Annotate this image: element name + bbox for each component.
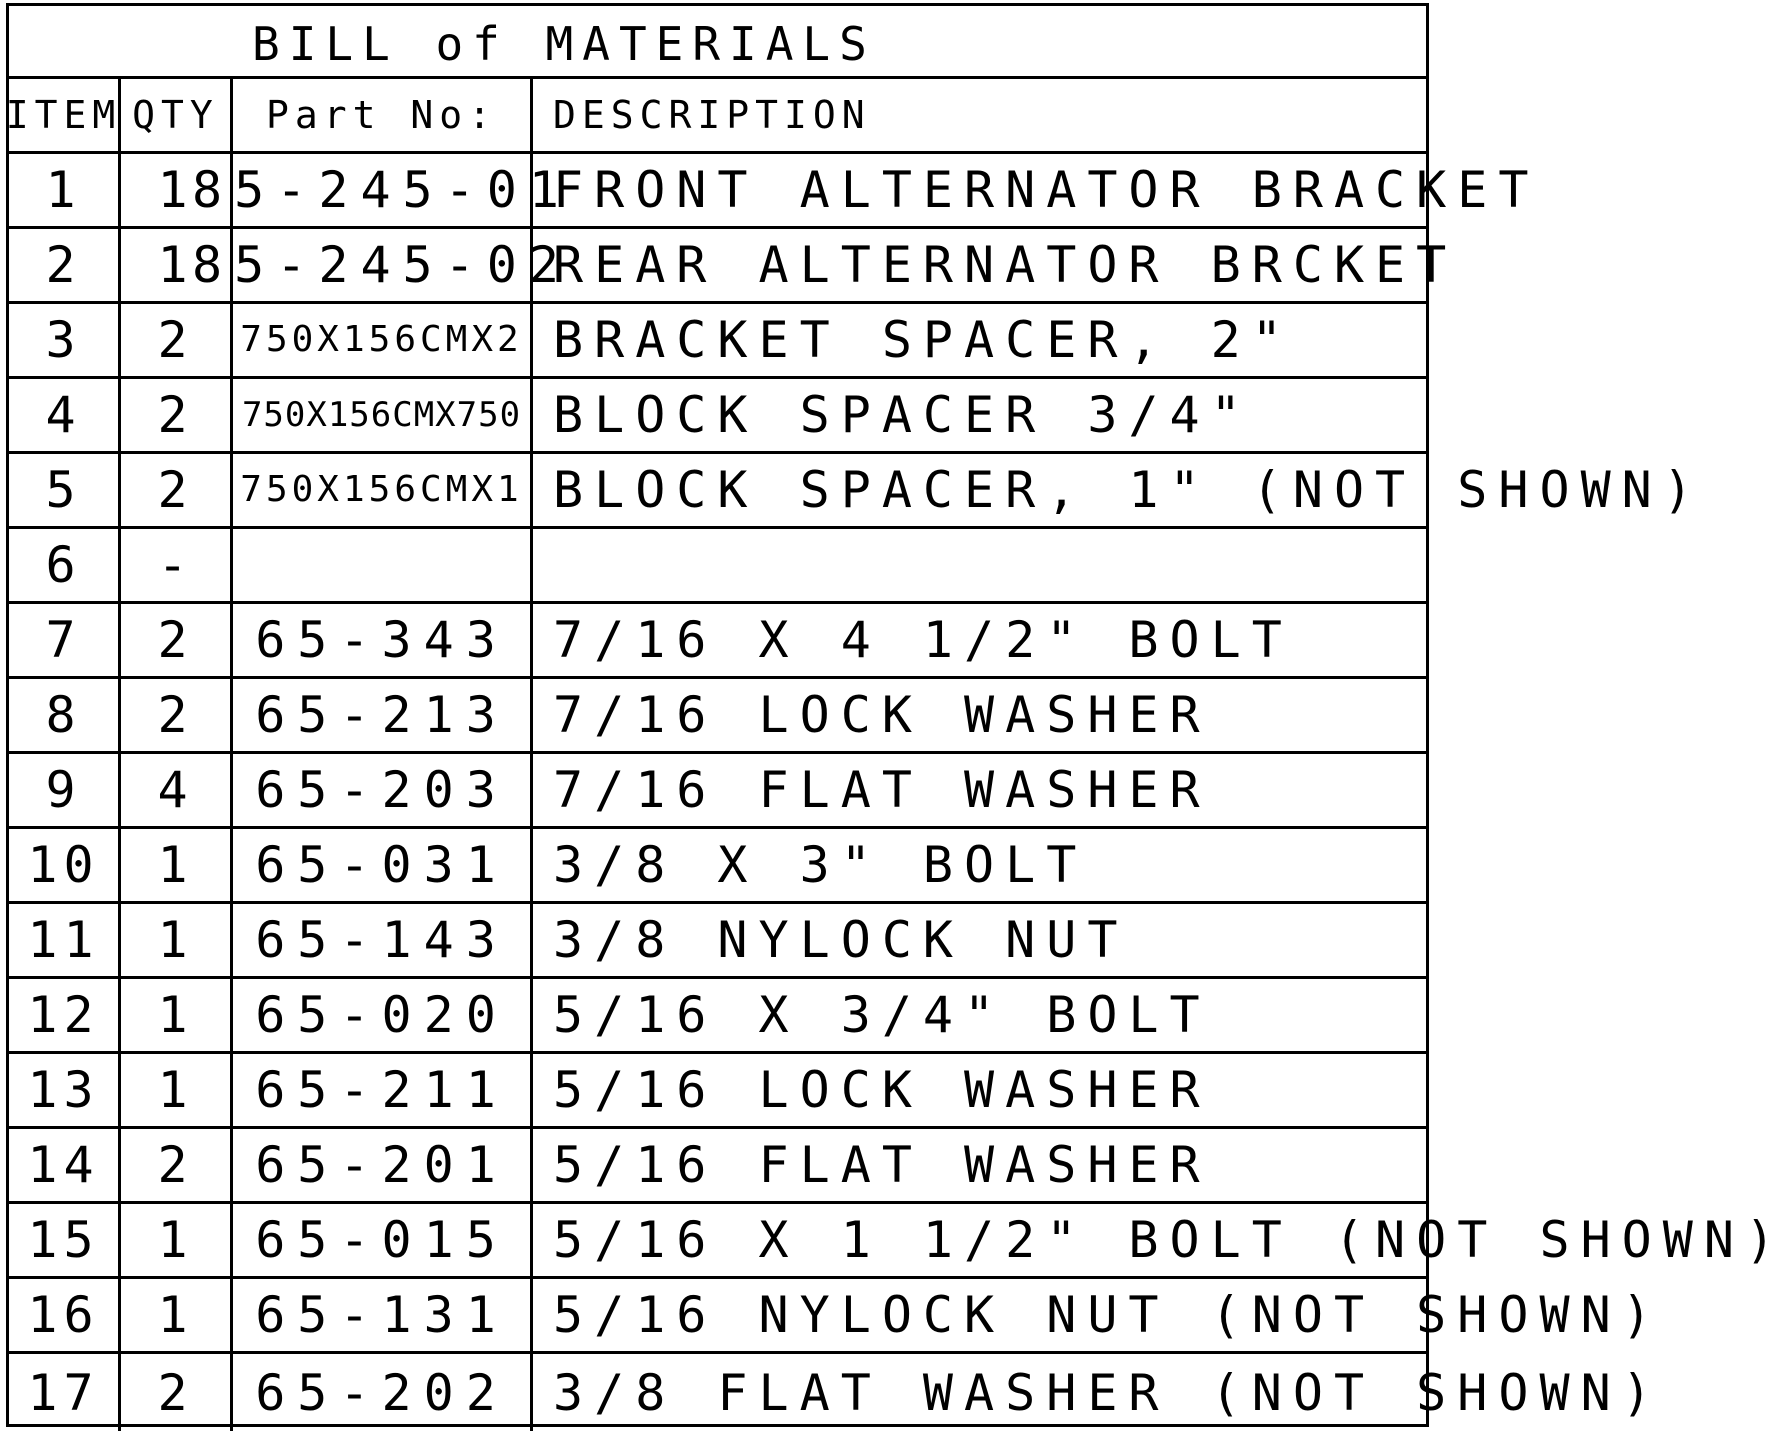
cell-description: 3/8 FLAT WASHER (NOT SHOWN) [553, 1363, 1663, 1422]
cell-part-no: 85-245-01 [233, 154, 533, 226]
cell-item: 1 [9, 154, 121, 226]
table-row [9, 1204, 1786, 1279]
table-row [9, 1054, 1426, 1129]
cell-qty: 2 [121, 1129, 233, 1201]
cell-item: 13 [9, 1054, 121, 1126]
cell-qty: 2 [121, 679, 233, 751]
table-row [9, 679, 1426, 754]
cell-item: 17 [9, 1354, 121, 1431]
cell-qty: 1 [121, 904, 233, 976]
cell-item: 2 [9, 229, 121, 301]
table-row [9, 754, 1426, 829]
cell-qty: 1 [121, 1204, 233, 1276]
cell-qty: 2 [121, 304, 233, 376]
cell-part-no [233, 529, 533, 601]
cell-qty: 1 [121, 1054, 233, 1126]
cell-item: 11 [9, 904, 121, 976]
table-row [9, 979, 1426, 1054]
table-row [9, 229, 1458, 304]
bill-of-materials-table [5, 3, 1786, 1427]
cell-part-no: 65-020 [233, 979, 533, 1051]
header-row [5, 79, 1426, 154]
table-row [9, 1354, 1663, 1431]
table-row [9, 529, 1426, 604]
cell-description [533, 529, 1426, 601]
cell-qty: 2 [121, 604, 233, 676]
cell-qty: 2 [121, 454, 233, 526]
cell-description: 5/16 NYLOCK NUT (NOT SHOWN) [553, 1286, 1663, 1344]
cell-qty: 1 [121, 979, 233, 1051]
cell-description: BLOCK SPACER 3/4" [553, 386, 1252, 444]
cell-qty: 4 [121, 754, 233, 826]
table-title: BILL of MATERIALS [252, 17, 876, 71]
cell-item: 6 [9, 529, 121, 601]
header-qty: QTY [121, 79, 233, 151]
cell-item: 3 [9, 304, 121, 376]
header-description: DESCRIPTION [553, 93, 871, 137]
cell-item: 16 [9, 1279, 121, 1351]
table-row [9, 904, 1426, 979]
cell-part-no: 65-203 [233, 754, 533, 826]
cell-description: 3/8 X 3" BOLT [553, 836, 1088, 894]
cell-qty: 1 [121, 229, 233, 301]
cell-part-no: 65-131 [233, 1279, 533, 1351]
cell-part-no: 750X156CMX1 [233, 454, 533, 526]
title-row [9, 6, 1426, 79]
cell-part-no: 65-201 [233, 1129, 533, 1201]
cell-part-no: 750X156CMX750 [233, 379, 533, 451]
cell-part-no: 65-202 [233, 1354, 533, 1431]
cell-qty: 2 [121, 1354, 233, 1431]
cell-item: 5 [9, 454, 121, 526]
cell-part-no: 65-015 [233, 1204, 533, 1276]
cell-part-no: 65-211 [233, 1054, 533, 1126]
cell-description: REAR ALTERNATOR BRCKET [553, 236, 1458, 294]
cell-description: 5/16 X 1 1/2" BOLT (NOT SHOWN) [553, 1211, 1786, 1269]
cell-description: 7/16 LOCK WASHER [553, 686, 1211, 744]
table-row [9, 454, 1704, 529]
cell-description: BRACKET SPACER, 2" [553, 311, 1293, 369]
cell-item: 8 [9, 679, 121, 751]
cell-description: 7/16 X 4 1/2" BOLT [553, 611, 1293, 669]
header-item: ITEM [9, 79, 121, 151]
cell-qty: 1 [121, 1279, 233, 1351]
cell-part-no: 65-343 [233, 604, 533, 676]
header-part-no: Part No: [233, 79, 533, 151]
cell-qty: - [121, 529, 233, 601]
cell-item: 4 [9, 379, 121, 451]
cell-qty: 2 [121, 379, 233, 451]
cell-item: 10 [9, 829, 121, 901]
cell-item: 12 [9, 979, 121, 1051]
cell-part-no: 65-031 [233, 829, 533, 901]
cell-description: BLOCK SPACER, 1" (NOT SHOWN) [553, 461, 1704, 519]
cell-part-no: 65-143 [233, 904, 533, 976]
cell-part-no: 65-213 [233, 679, 533, 751]
cell-part-no: 85-245-02 [233, 229, 533, 301]
table-row [9, 379, 1426, 454]
cell-description: 3/8 NYLOCK NUT [553, 911, 1129, 969]
table-row [9, 1279, 1663, 1354]
table-row [9, 154, 1540, 229]
cell-description: FRONT ALTERNATOR BRACKET [553, 161, 1540, 219]
cell-item: 9 [9, 754, 121, 826]
cell-description: 5/16 LOCK WASHER [553, 1061, 1211, 1119]
cell-item: 7 [9, 604, 121, 676]
cell-item: 14 [9, 1129, 121, 1201]
cell-description: 7/16 FLAT WASHER [553, 761, 1211, 819]
table-row [9, 1129, 1426, 1204]
table-row [9, 304, 1426, 379]
table-row [9, 604, 1426, 679]
cell-description: 5/16 X 3/4" BOLT [553, 986, 1211, 1044]
cell-qty: 1 [121, 154, 233, 226]
cell-qty: 1 [121, 829, 233, 901]
cell-description: 5/16 FLAT WASHER [553, 1136, 1211, 1194]
table-row [9, 829, 1426, 904]
cell-item: 15 [9, 1204, 121, 1276]
cell-part-no: 750X156CMX2 [233, 304, 533, 376]
